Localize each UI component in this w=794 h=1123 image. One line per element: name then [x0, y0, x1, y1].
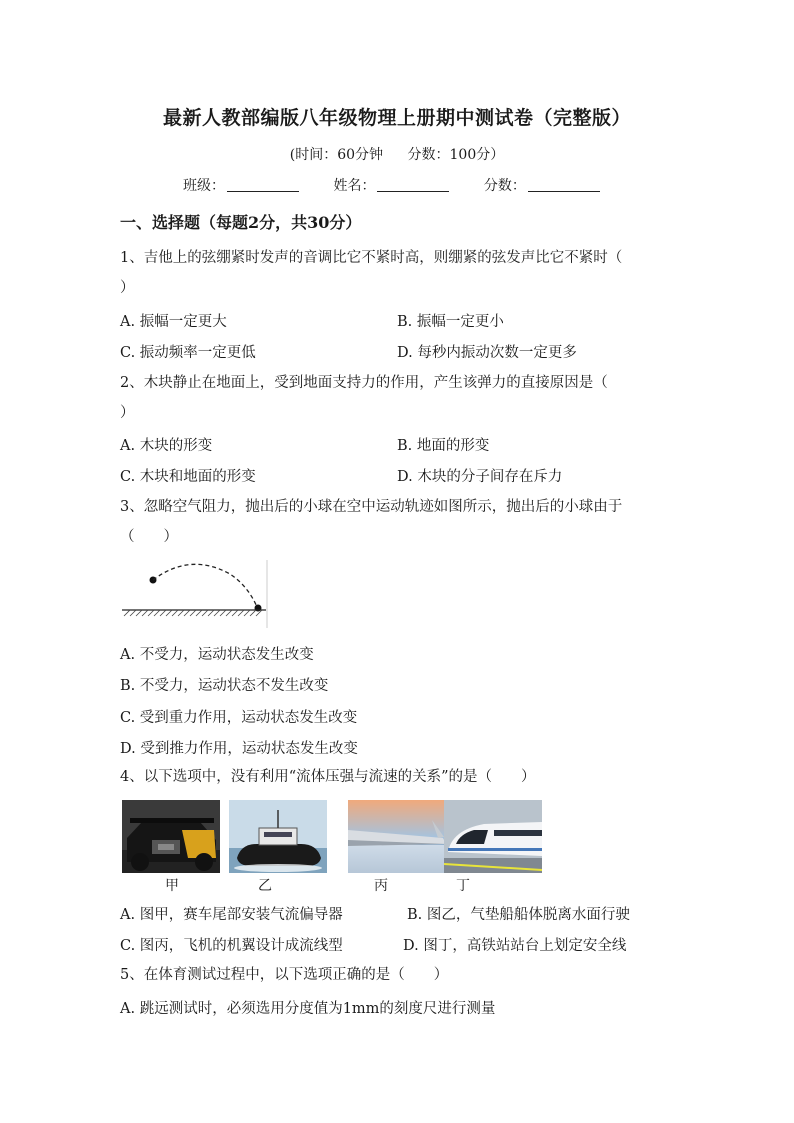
question-2-stem: 2、木块静止在地面上，受到地面支持力的作用，产生该弹力的直接原因是（ — [120, 375, 608, 391]
name-field — [333, 175, 449, 195]
image-label-bing: 丙 — [374, 878, 388, 894]
question-3-option-c[interactable]: C. 受到重力作用，运动状态发生改变 — [120, 710, 358, 726]
question-2-option-c[interactable]: C. 木块和地面的形变 — [120, 469, 256, 485]
question-5-stem: 5、在体育测试过程中，以下选项正确的是（ ） — [120, 967, 449, 983]
section-heading: 一、选择题（每题2分，共30分） — [120, 213, 362, 232]
time-limit: (时间：60分钟 — [289, 147, 384, 163]
class-blank[interactable] — [227, 177, 299, 192]
race-car-image — [122, 800, 220, 873]
score-blank[interactable] — [528, 177, 600, 192]
trajectory-path — [153, 564, 257, 607]
class-field — [183, 175, 299, 195]
high-speed-train-image — [444, 800, 542, 873]
question-4-option-b[interactable]: B. 图乙，气垫船船体脱离水面行驶 — [407, 907, 630, 923]
exam-info — [0, 144, 794, 164]
question-1-stem: 1、吉他上的弦绷紧时发声的音调比它不紧时高，则绷紧的弦发声比它不紧时（ — [120, 250, 623, 266]
total-score: 分数：100分） — [407, 147, 505, 163]
question-3-option-b[interactable]: B. 不受力，运动状态不发生改变 — [120, 678, 329, 694]
image-label-yi: 乙 — [258, 878, 272, 894]
question-2-option-a[interactable]: A. 木块的形变 — [120, 438, 213, 454]
question-1-option-b[interactable]: B. 振幅一定更小 — [397, 314, 504, 330]
question-1-option-d[interactable]: D. 每秒内振动次数一定更多 — [397, 345, 577, 361]
question-5-option-a[interactable]: A. 跳远测试时，必须选用分度值为1mm的刻度尺进行测量 — [120, 1001, 496, 1017]
image-label-ding: 丁 — [456, 878, 470, 894]
question-2-option-b[interactable]: B. 地面的形变 — [397, 438, 490, 454]
page-title: 最新人教部编版八年级物理上册期中测试卷（完整版） — [162, 107, 631, 129]
question-3-option-a[interactable]: A. 不受力，运动状态发生改变 — [120, 647, 314, 663]
question-1-option-c[interactable]: C. 振动频率一定更低 — [120, 345, 256, 361]
class-label: 班级： — [183, 178, 225, 194]
question-4-stem: 4、以下选项中，没有利用“流体压强与流速的关系”的是（ ） — [120, 769, 536, 785]
student-fields — [183, 175, 630, 195]
question-3-stem-cont: （ ） — [120, 529, 178, 545]
trajectory-figure — [120, 560, 270, 630]
hovercraft-image — [229, 800, 327, 873]
question-3-option-d[interactable]: D. 受到推力作用，运动状态发生改变 — [120, 741, 358, 757]
question-1-option-a[interactable]: A. 振幅一定更大 — [120, 314, 227, 330]
name-blank[interactable] — [377, 177, 449, 192]
question-1-stem-cont: ） — [120, 280, 135, 296]
ground-hatching — [124, 610, 262, 616]
score-label: 分数： — [483, 178, 526, 194]
question-2-option-d[interactable]: D. 木块的分子间存在斥力 — [397, 469, 563, 485]
question-3-stem: 3、忽略空气阻力，抛出后的小球在空中运动轨迹如图所示，抛出后的小球由于 — [120, 499, 623, 515]
question-4-option-c[interactable]: C. 图丙，飞机的机翼设计成流线型 — [120, 938, 343, 954]
airplane-wing-image — [348, 800, 446, 873]
question-4-option-a[interactable]: A. 图甲，赛车尾部安装气流偏导器 — [120, 907, 343, 923]
image-label-jia: 甲 — [165, 878, 179, 894]
score-field — [484, 175, 600, 195]
question-2-stem-cont: ） — [120, 405, 135, 421]
name-label: 姓名： — [333, 178, 376, 194]
question-4-option-d[interactable]: D. 图丁，高铁站站台上划定安全线 — [403, 938, 627, 954]
